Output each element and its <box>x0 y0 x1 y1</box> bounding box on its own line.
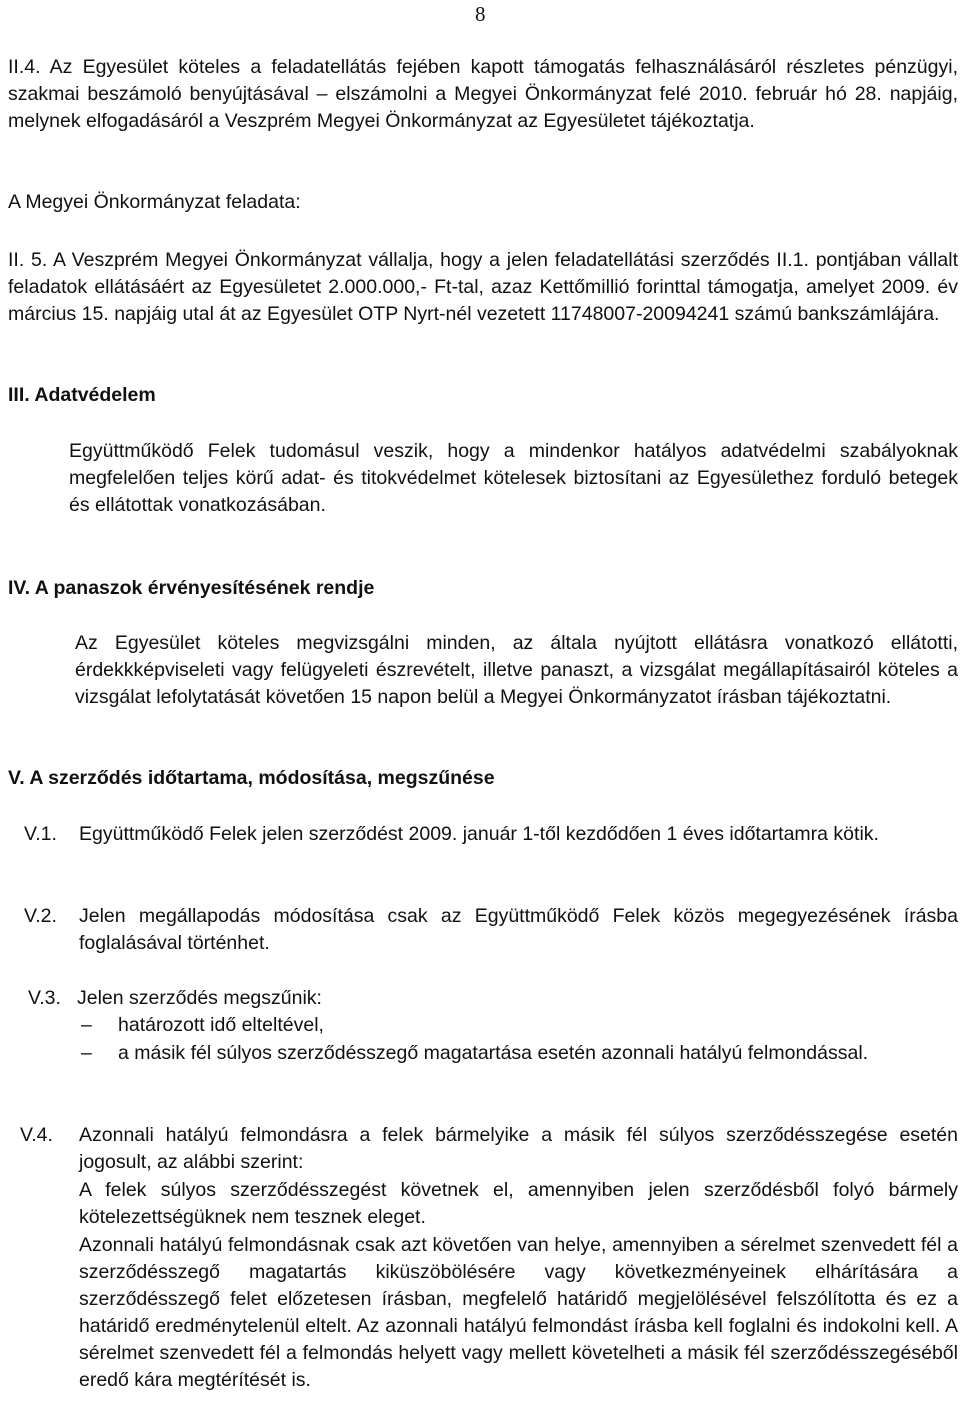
list-dash: – <box>81 1042 92 1064</box>
section-2-4-paragraph: II.4. Az Egyesület köteles a feladatellátás fejében kapott támogatás felhasználásáról részletes pénzügyi, szakmai beszámoló benyújtásával – elszámolni a Megyei Önkormányzat felé 2010. február hó 28. napjáig, melynek elfogadásáról a Veszprém Megyei Önkormányzat az Egyesületet tájékoztatja. <box>8 56 958 132</box>
v2-paragraph: Jelen megállapodás módosítása csak az Együttműködő Felek közös megegyezésének írásba foglalásával történhet. <box>79 905 958 954</box>
county-task-heading: A Megyei Önkormányzat feladata: <box>8 191 301 213</box>
v1-number: V.1. <box>24 823 57 845</box>
v4-paragraph-2: A felek súlyos szerződésszegést követnek el, amennyiben jelen szerződésből folyó bármely kötelezettségüknek nem tesznek eleget. <box>79 1179 958 1228</box>
section-3-heading: III. Adatvédelem <box>8 384 156 406</box>
v3-list-item: határozott idő elteltével, <box>118 1014 324 1036</box>
v1-paragraph: Együttműködő Felek jelen szerződést 2009. január 1-től kezdődően 1 éves időtartamra kötik. <box>79 823 879 845</box>
list-dash: – <box>81 1014 92 1036</box>
section-5-heading: V. A szerződés időtartama, módosítása, megszűnése <box>8 767 495 789</box>
v4-number: V.4. <box>20 1124 53 1146</box>
v2-number: V.2. <box>24 905 57 927</box>
section-3-paragraph: Együttműködő Felek tudomásul veszik, hogy a mindenkor hatályos adatvédelmi szabályoknak megfelelően teljes körű adat- és titokvédelmet kötelesek biztosítani az Egyesülethez forduló betegek és ellátottak vonatkozásában. <box>69 440 958 516</box>
v3-list-item: a másik fél súlyos szerződésszegő magatartása esetén azonnali hatályú felmondással. <box>118 1042 869 1064</box>
section-4-heading: IV. A panaszok érvényesítésének rendje <box>8 577 375 599</box>
v3-paragraph: Jelen szerződés megszűnik: <box>77 987 322 1009</box>
v4-paragraph-1: Azonnali hatályú felmondásra a felek bármelyike a másik fél súlyos szerződésszegése esetén jogosult, az alábbi szerint: <box>79 1124 958 1173</box>
section-2-5-paragraph: II. 5. A Veszprém Megyei Önkormányzat vállalja, hogy a jelen feladatellátási szerződés II.1. pontjában vállalt feladatok ellátásáért az Egyesületet 2.000.000,- Ft-tal, azaz Kettőmillió forinttal támogatja, amelyet 2009. év március 15. napjáig utal át az Egyesület OTP Nyrt-nél vezetett 11748007-20094241 számú bankszámlájára. <box>8 249 958 325</box>
v3-number: V.3. <box>28 987 61 1009</box>
v4-paragraph-3: Azonnali hatályú felmondásnak csak azt követően van helye, amennyiben a sérelmet szenvedett fél a szerződésszegő magatartás kiküszöbölésére vagy következményeinek elhárítására a szerződésszegő felet előzetesen írásban, megfelelő határidő megjelölésével felszólította és ez a határidő eredménytelenül eltelt. Az azonnali hatályú felmondást írásba kell foglalni és indokolni kell. A sérelmet szenvedett fél a felmondás helyett vagy mellett követelheti a másik fél szerződésszegéséből eredő kára megtérítését is. <box>79 1234 958 1391</box>
page-number: 8 <box>475 2 486 26</box>
section-4-paragraph: Az Egyesület köteles megvizsgálni minden, az általa nyújtott ellátásra vonatkozó ellátotti, érdekkképviseleti vagy felügyeleti észrevételt, illetve panaszt, a vizsgálat megállapításairól köteles a vizsgálat lefolytatását követően 15 napon belül a Megyei Önkormányzatot írásban tájékoztatni. <box>75 632 958 708</box>
